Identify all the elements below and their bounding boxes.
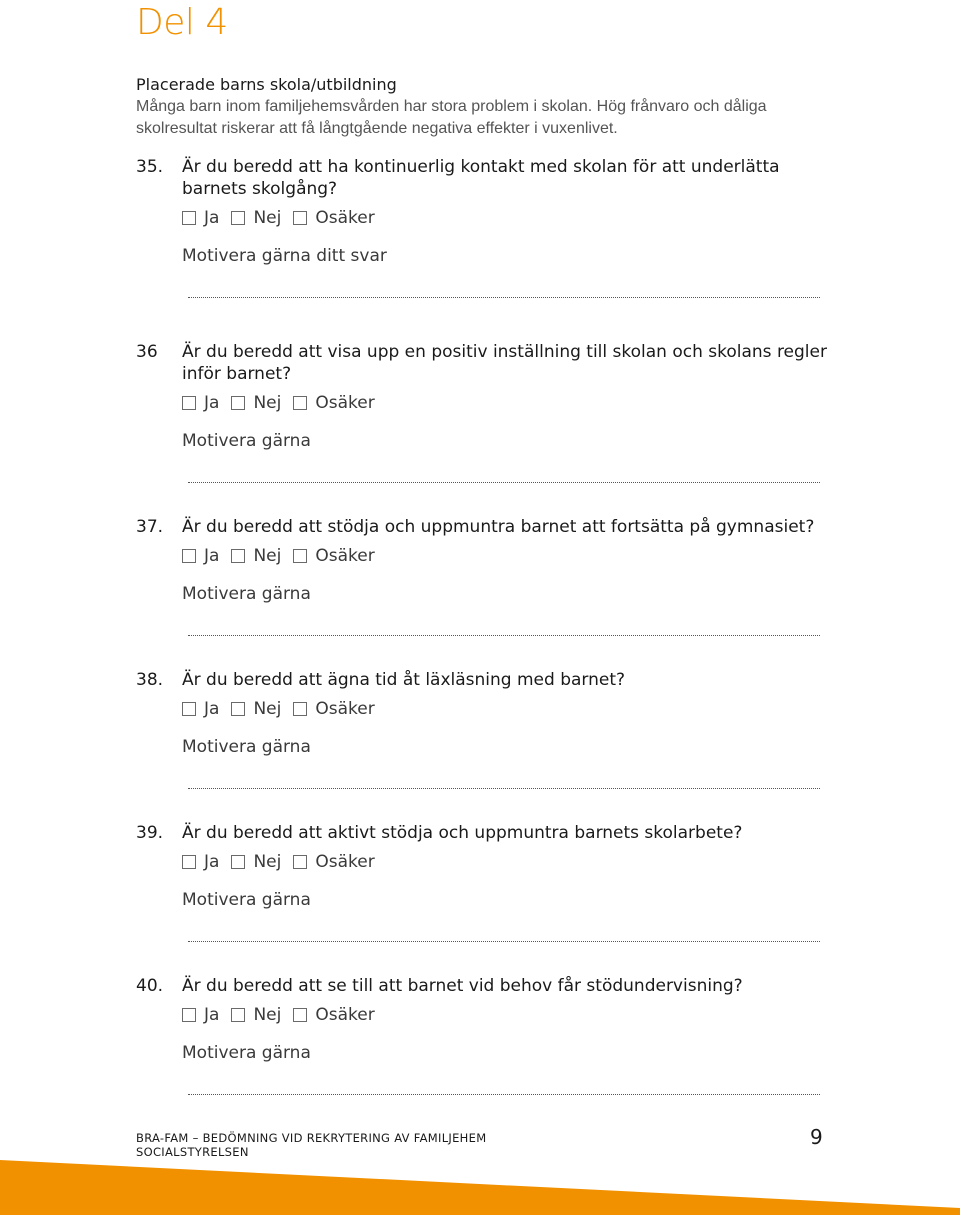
option-label: Osäker xyxy=(315,1005,375,1025)
checkbox-icon[interactable] xyxy=(182,211,196,225)
checkbox-icon[interactable] xyxy=(182,855,196,869)
option-osaker[interactable] xyxy=(293,207,374,229)
page-number: 9 xyxy=(810,1125,823,1149)
option-label: Nej xyxy=(253,1005,282,1025)
option-label: Ja xyxy=(204,393,220,413)
checkbox-icon[interactable] xyxy=(231,1008,245,1022)
checkbox-icon[interactable] xyxy=(293,1008,307,1022)
answer-options xyxy=(182,698,836,720)
question-number: 39. xyxy=(136,823,164,843)
intro-section xyxy=(136,74,836,140)
motivate-label: Motivera gärna ditt svar xyxy=(182,246,387,266)
checkbox-icon[interactable] xyxy=(231,702,245,716)
option-label: Ja xyxy=(204,852,220,872)
checkbox-icon[interactable] xyxy=(182,702,196,716)
checkbox-icon[interactable] xyxy=(293,211,307,225)
accent-band-shape xyxy=(0,1160,960,1215)
question-38 xyxy=(136,669,836,789)
option-osaker[interactable] xyxy=(293,698,374,720)
checkbox-icon[interactable] xyxy=(182,1008,196,1022)
answer-options xyxy=(182,392,836,414)
option-ja[interactable] xyxy=(182,698,219,720)
motivate-label: Motivera gärna xyxy=(182,431,311,451)
question-number: 36 xyxy=(136,342,158,362)
checkbox-icon[interactable] xyxy=(293,855,307,869)
question-number: 37. xyxy=(136,517,164,537)
option-osaker[interactable] xyxy=(293,851,374,873)
option-nej[interactable] xyxy=(231,1004,281,1026)
option-nej[interactable] xyxy=(231,207,281,229)
intro-body: Många barn inom familjehemsvården har stora problem i skolan. Hög frånvaro och dåliga skolresultat riskerar att få långtgående negativa effekter i vuxenlivet. xyxy=(136,98,767,137)
option-label: Osäker xyxy=(315,546,375,566)
option-label: Nej xyxy=(253,393,282,413)
answer-options xyxy=(182,545,836,567)
answer-line[interactable] xyxy=(188,482,820,483)
question-text: Är du beredd att ha kontinuerlig kontakt med skolan för att underlätta barnets skolgång? xyxy=(182,157,780,199)
option-nej[interactable] xyxy=(231,698,281,720)
option-label: Ja xyxy=(204,546,220,566)
question-40 xyxy=(136,975,836,1095)
option-label: Osäker xyxy=(315,852,375,872)
answer-line[interactable] xyxy=(188,788,820,789)
checkbox-icon[interactable] xyxy=(293,396,307,410)
option-ja[interactable] xyxy=(182,207,219,229)
question-text: Är du beredd att aktivt stödja och uppmuntra barnets skolarbete? xyxy=(182,823,743,843)
footer-publication: BRA-FAM – BEDÖMNING VID REKRYTERING AV FAMILJEHEM xyxy=(136,1131,487,1145)
motivate-label: Motivera gärna xyxy=(182,890,311,910)
checkbox-icon[interactable] xyxy=(182,549,196,563)
question-37 xyxy=(136,516,836,636)
option-label: Nej xyxy=(253,852,282,872)
option-ja[interactable] xyxy=(182,1004,219,1026)
question-number: 38. xyxy=(136,670,164,690)
option-osaker[interactable] xyxy=(293,392,374,414)
question-36 xyxy=(136,341,836,483)
option-label: Nej xyxy=(253,699,282,719)
checkbox-icon[interactable] xyxy=(293,702,307,716)
motivate-label: Motivera gärna xyxy=(182,584,311,604)
answer-line[interactable] xyxy=(188,1094,820,1095)
option-label: Ja xyxy=(204,1005,220,1025)
option-label: Ja xyxy=(204,208,220,228)
option-label: Nej xyxy=(253,546,282,566)
answer-line[interactable] xyxy=(188,941,820,942)
motivate-label: Motivera gärna xyxy=(182,1043,311,1063)
answer-options xyxy=(182,1004,836,1026)
question-text: Är du beredd att ägna tid åt läxläsning med barnet? xyxy=(182,670,626,690)
answer-line[interactable] xyxy=(188,297,820,298)
question-number: 40. xyxy=(136,976,164,996)
page-title: Del 4 xyxy=(136,2,228,43)
option-nej[interactable] xyxy=(231,545,281,567)
checkbox-icon[interactable] xyxy=(231,396,245,410)
checkbox-icon[interactable] xyxy=(231,855,245,869)
option-label: Osäker xyxy=(315,393,375,413)
option-nej[interactable] xyxy=(231,851,281,873)
footer-accent-band xyxy=(0,1150,960,1215)
question-39 xyxy=(136,822,836,942)
question-number: 35. xyxy=(136,157,164,177)
footer-publisher: SOCIALSTYRELSEN xyxy=(136,1145,249,1159)
motivate-label: Motivera gärna xyxy=(182,737,311,757)
option-ja[interactable] xyxy=(182,545,219,567)
checkbox-icon[interactable] xyxy=(231,211,245,225)
answer-options xyxy=(182,851,836,873)
question-text: Är du beredd att visa upp en positiv inställning till skolan och skolans regler inför barnet? xyxy=(182,342,827,384)
checkbox-icon[interactable] xyxy=(182,396,196,410)
option-label: Osäker xyxy=(315,208,375,228)
question-35 xyxy=(136,156,836,298)
checkbox-icon[interactable] xyxy=(231,549,245,563)
question-text: Är du beredd att se till att barnet vid behov får stödundervisning? xyxy=(182,976,743,996)
option-label: Nej xyxy=(253,208,282,228)
option-label: Osäker xyxy=(315,699,375,719)
option-osaker[interactable] xyxy=(293,1004,374,1026)
intro-heading: Placerade barns skola/utbildning xyxy=(136,75,397,94)
checkbox-icon[interactable] xyxy=(293,549,307,563)
option-ja[interactable] xyxy=(182,851,219,873)
option-nej[interactable] xyxy=(231,392,281,414)
answer-options xyxy=(182,207,836,229)
option-ja[interactable] xyxy=(182,392,219,414)
option-osaker[interactable] xyxy=(293,545,374,567)
answer-line[interactable] xyxy=(188,635,820,636)
option-label: Ja xyxy=(204,699,220,719)
question-text: Är du beredd att stödja och uppmuntra barnet att fortsätta på gymnasiet? xyxy=(182,517,815,537)
